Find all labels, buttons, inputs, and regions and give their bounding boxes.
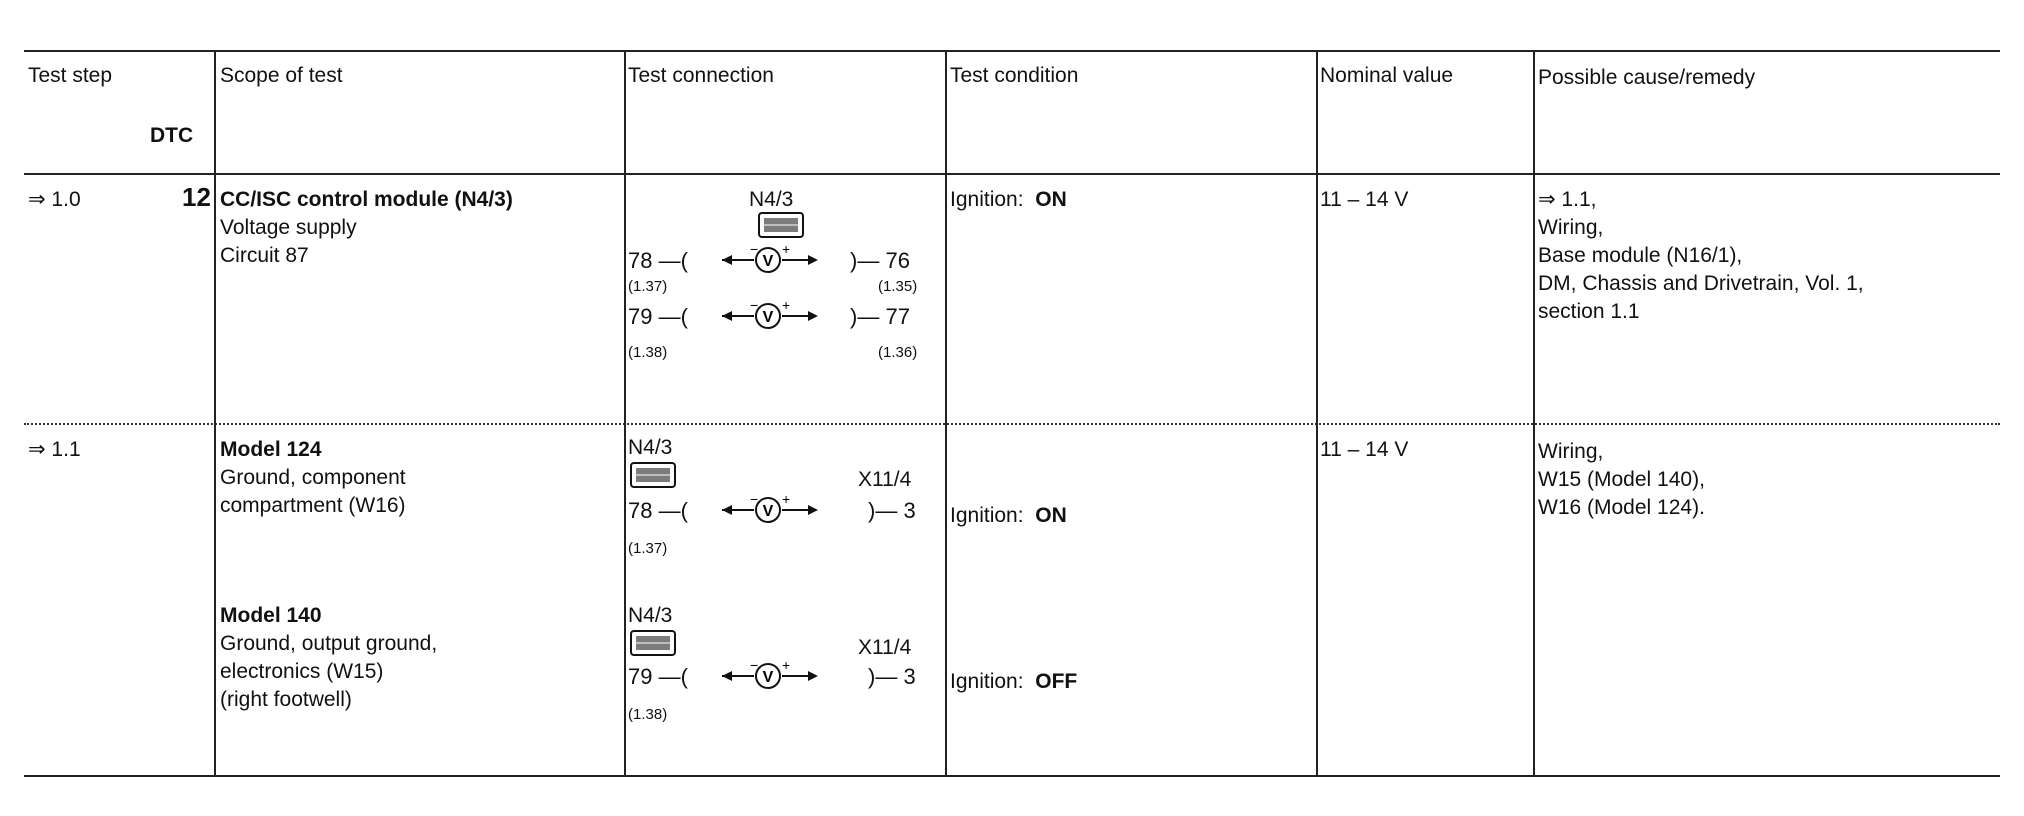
svg-text:+: + <box>782 300 791 313</box>
voltmeter-icon <box>720 300 820 332</box>
row1-dtc-code: 12 <box>182 182 211 212</box>
header-dtc: DTC <box>150 124 194 147</box>
row1-scope-line: Circuit 87 <box>220 244 309 267</box>
voltmeter-icon <box>720 244 820 276</box>
row1-step: ⇒ 1.0 <box>28 188 81 211</box>
svg-text:V: V <box>762 669 774 686</box>
row-separator <box>24 423 2000 425</box>
col-divider-4 <box>1316 50 1318 777</box>
row1-cause-line: Base module (N16/1), <box>1538 244 1743 267</box>
control-module-icon <box>630 630 676 656</box>
svg-text:−: − <box>750 244 759 257</box>
row2-cause-line: W16 (Model 124). <box>1538 496 1705 519</box>
svg-text:+: + <box>782 660 791 673</box>
header-scope: Scope of test <box>220 64 343 87</box>
table-top-rule <box>24 50 2000 52</box>
row2-cause-line: W15 (Model 140), <box>1538 468 1705 491</box>
row2-model-b-line: electronics (W15) <box>220 660 384 683</box>
row1-cause-line: DM, Chassis and Drivetrain, Vol. 1, <box>1538 272 1864 295</box>
row2-model-b-line: (right footwell) <box>220 688 352 711</box>
row2-conn-b-pin: 79 —( <box>628 664 688 689</box>
col-divider-3 <box>945 50 947 777</box>
svg-text:−: − <box>750 494 759 507</box>
row2-conn-b-label: N4/3 <box>628 604 673 627</box>
row2-model-b-line: Ground, output ground, <box>220 632 438 655</box>
row1-pin-b1: )— 76 <box>850 248 910 273</box>
row2-conn-a-pin-sub: (1.37) <box>628 540 668 557</box>
control-module-icon <box>758 212 804 238</box>
row2-step: ⇒ 1.1 <box>28 438 81 461</box>
row1-pin-a2: 79 —( <box>628 304 688 329</box>
row2-conn-a-pin: 78 —( <box>628 498 688 523</box>
row2-nominal: 11 – 14 V <box>1320 438 1409 461</box>
row1-cause-line: section 1.1 <box>1538 300 1640 323</box>
header-nominal: Nominal value <box>1320 64 1454 87</box>
svg-text:+: + <box>782 244 791 257</box>
row1-pin-b1-sub: (1.35) <box>878 278 918 295</box>
col-divider-1 <box>214 50 216 777</box>
row2-model-a-line: Ground, component <box>220 466 406 489</box>
row1-cause-line: ⇒ 1.1, <box>1538 188 1597 211</box>
control-module-icon <box>630 462 676 488</box>
svg-text:V: V <box>762 309 774 326</box>
row2-model-a-title: Model 124 <box>220 438 322 461</box>
row1-pin-a1: 78 —( <box>628 248 688 273</box>
row1-cause-line: Wiring, <box>1538 216 1604 239</box>
col-divider-2 <box>624 50 626 777</box>
row2-conn-b-pin-sub: (1.38) <box>628 706 668 723</box>
row1-scope-title: CC/ISC control module (N4/3) <box>220 188 513 211</box>
svg-text:+: + <box>782 494 791 507</box>
row2-model-b-title: Model 140 <box>220 604 322 627</box>
header-test-step: Test step <box>28 64 113 87</box>
svg-text:V: V <box>762 503 774 520</box>
row2-condition-b: Ignition: OFF <box>950 670 1078 693</box>
row2-model-a-line: compartment (W16) <box>220 494 406 517</box>
row2-cause-line: Wiring, <box>1538 440 1604 463</box>
row2-conn-a-target: X11/4 <box>858 468 912 491</box>
svg-text:−: − <box>750 660 759 673</box>
row1-pin-a1-sub: (1.37) <box>628 278 668 295</box>
voltmeter-icon <box>720 494 820 526</box>
col-divider-5 <box>1533 50 1535 777</box>
svg-text:−: − <box>750 300 759 313</box>
row1-condition: Ignition: ON <box>950 188 1067 211</box>
header-bottom-rule <box>24 173 2000 175</box>
row1-pin-b2-sub: (1.36) <box>878 344 918 361</box>
header-cause: Possible cause/remedy <box>1538 66 1756 89</box>
row1-conn-label: N4/3 <box>749 188 794 211</box>
voltmeter-icon <box>720 660 820 692</box>
row1-nominal: 11 – 14 V <box>1320 188 1409 211</box>
header-connection: Test connection <box>628 64 774 87</box>
row2-conn-a-target-pin: )— 3 <box>868 498 916 523</box>
row2-condition-a: Ignition: ON <box>950 504 1067 527</box>
table-bottom-rule <box>24 775 2000 777</box>
row2-conn-b-target: X11/4 <box>858 636 912 659</box>
row1-pin-a2-sub: (1.38) <box>628 344 668 361</box>
svg-text:V: V <box>762 253 774 270</box>
row2-conn-a-label: N4/3 <box>628 436 673 459</box>
row1-pin-b2: )— 77 <box>850 304 910 329</box>
row1-scope-line: Voltage supply <box>220 216 357 239</box>
row2-conn-b-target-pin: )— 3 <box>868 664 916 689</box>
header-condition: Test condition <box>950 64 1079 87</box>
